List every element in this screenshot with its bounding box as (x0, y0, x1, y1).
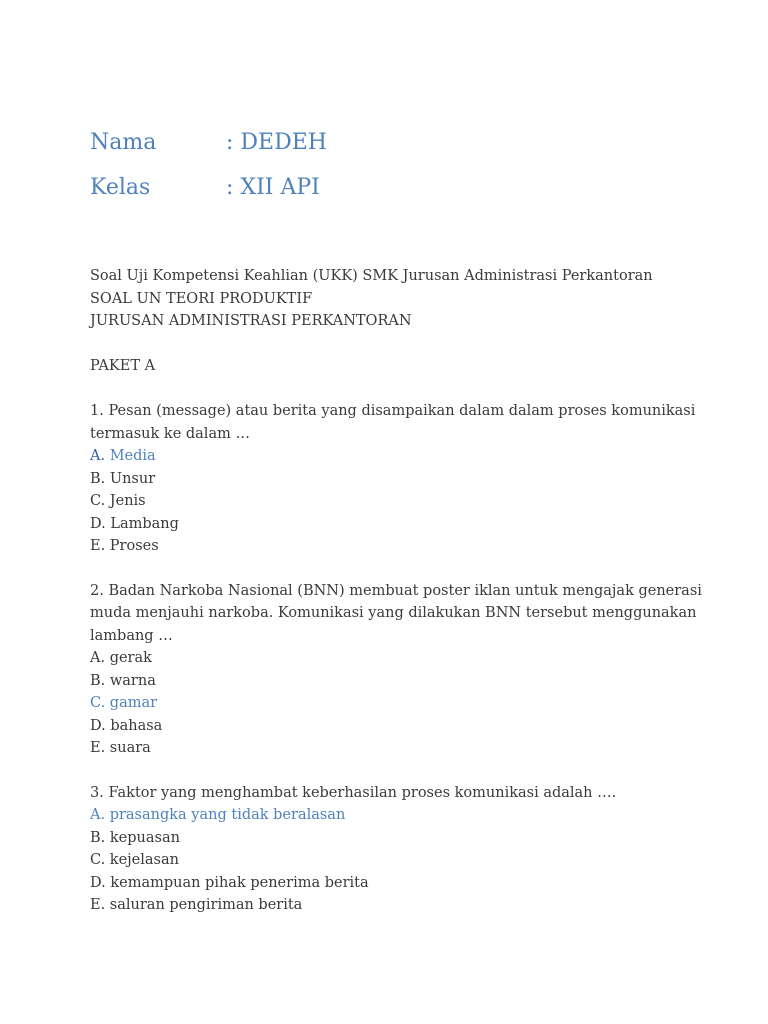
question-2-option-d: D. bahasa (90, 718, 163, 734)
question-3-option-a: A. prasangka yang tidak beralasan (90, 807, 346, 823)
question-2-option-b: B. warna (90, 673, 156, 689)
question-2-option-e: E. suara (90, 740, 151, 756)
question-3-line-1: 3. Faktor yang menghambat keberhasilan proses komunikasi adalah …. (90, 785, 617, 801)
question-2-line-3: lambang … (90, 628, 173, 644)
question-1-option-c: C. Jenis (90, 493, 146, 509)
question-3-option-e: E. saluran pengiriman berita (90, 897, 303, 913)
question-2-line-2: muda menjauhi narkoba. Komunikasi yang dilakukan BNN tersebut menggunakan (90, 605, 697, 621)
question-1-option-d: D. Lambang (90, 516, 179, 532)
intro-line-2: SOAL UN TEORI PRODUKTIF (90, 291, 313, 307)
question-1-line-2: termasuk ke dalam … (90, 426, 250, 442)
option-a-letter: A. (90, 448, 106, 464)
question-1-option-a (90, 445, 156, 467)
name-value: : DEDEH (226, 130, 327, 155)
name-label: Nama (90, 130, 157, 155)
intro-line-1: Soal Uji Kompetensi Keahlian (UKK) SMK Jurusan Administrasi Perkantoran (90, 268, 653, 284)
question-2-line-1: 2. Badan Narkoba Nasional (BNN) membuat poster iklan untuk mengajak generasi (90, 583, 702, 599)
question-3-option-c: C. kejelasan (90, 852, 179, 868)
question-3-option-b: B. kepuasan (90, 830, 180, 846)
question-2-option-a: A. gerak (90, 650, 152, 666)
option-a-text: Media (105, 448, 156, 464)
class-row (90, 175, 320, 200)
intro-line-3: JURUSAN ADMINISTRASI PERKANTORAN (90, 313, 412, 329)
class-label: Kelas (90, 175, 151, 200)
question-1-option-e: E. Proses (90, 538, 159, 554)
question-3-option-d: D. kemampuan pihak penerima berita (90, 875, 369, 891)
paket-label: PAKET A (90, 358, 156, 374)
class-value: : XII API (226, 175, 320, 200)
question-1-option-b: B. Unsur (90, 471, 156, 487)
question-1-line-1: 1. Pesan (message) atau berita yang disampaikan dalam dalam proses komunikasi (90, 403, 696, 419)
name-row (90, 130, 327, 155)
question-2-option-c: C. gamar (90, 695, 158, 711)
